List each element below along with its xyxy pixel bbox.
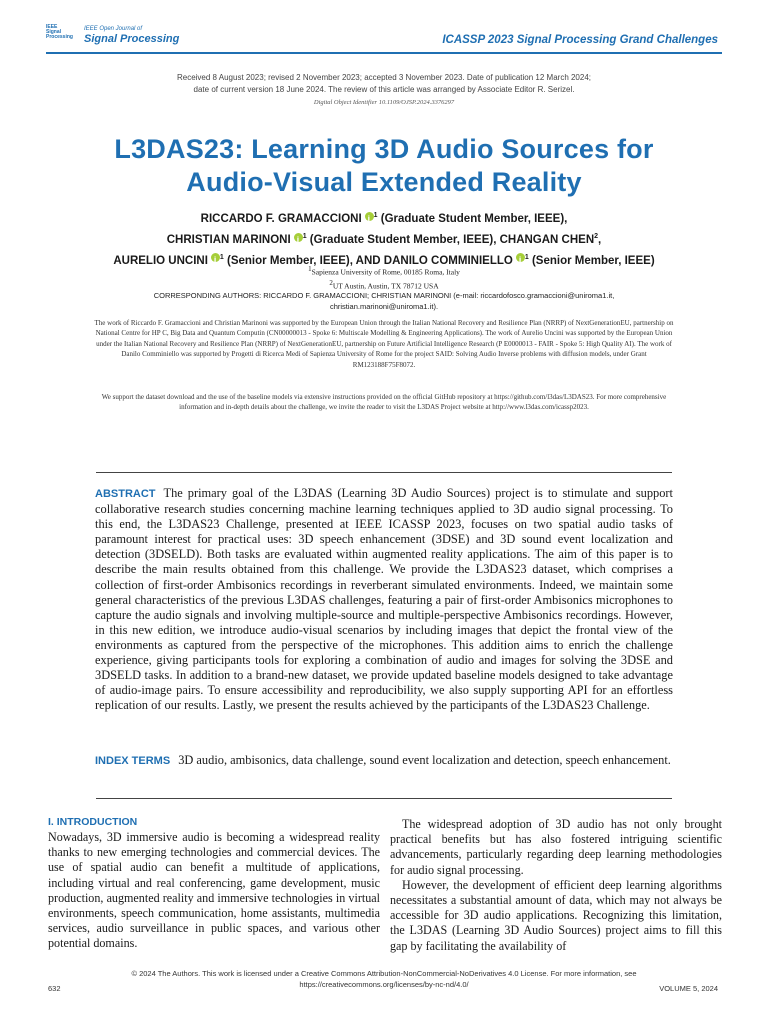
ieee-sp-logo (46, 25, 78, 45)
affiliation-sup: 2 (594, 232, 599, 240)
corresponding-line: christian.marinoni@uniroma1.it). (329, 302, 439, 311)
header-rule (46, 52, 722, 54)
paper-title (40, 133, 728, 199)
journal-name-big: Signal Processing (84, 33, 180, 45)
affiliation-sup: 2 (329, 278, 333, 287)
affiliation-line (100, 264, 668, 278)
affiliation-sup: 1 (373, 212, 378, 219)
author-name: AURELIO UNCINI (113, 254, 208, 267)
author-name: RICCARDO F. GRAMACCIONI (200, 212, 362, 225)
volume-info: VOLUME 5, 2024 (659, 984, 718, 993)
logo-line: IEEE (46, 24, 58, 30)
dataset-note: We support the dataset download and the use of the baseline models via extensive instructions provided on the official GitHub repository at https://github.com/l3das/L3DAS23. For more comprehensive information and in-depth details about the challenge, we invite the reader to visit the L3DAS Project website at http://www.l3das.com/icassp2023. (101, 393, 667, 412)
received-line: Received 8 August 2023; revised 2 November 2023; accepted 3 November 2023. Date of publication 12 March 2024; (176, 73, 592, 82)
abstract-bottom-rule (96, 798, 672, 799)
page-header (0, 0, 768, 60)
column-left (48, 815, 380, 952)
author-line (50, 207, 718, 228)
orcid-icon[interactable] (365, 212, 374, 221)
logo-line: Processing (46, 34, 73, 40)
license-line: © 2024 The Authors. This work is licensed under a Creative Commons Attribution-NonCommercial-NoDerivatives 4.0 License. For more information, see (131, 969, 637, 978)
license-note (90, 968, 678, 990)
abstract-top-rule (96, 472, 672, 473)
logo-line: Signal (46, 29, 62, 35)
affiliation-sup: 1 (302, 232, 307, 240)
journal-name (84, 25, 179, 45)
author-role: (Senior Member, IEEE) (531, 254, 655, 267)
affiliation-line (100, 278, 668, 292)
index-terms (95, 753, 673, 769)
affiliation-text: Sapienza University of Rome, 00185 Roma, Italy (311, 267, 460, 277)
index-terms-text: 3D audio, ambisonics, data challenge, sound event localization and detection, speech enhancement. (178, 753, 671, 767)
title-line: L3DAS23: Learning 3D Audio Sources for (114, 134, 654, 164)
affiliation-text: UT Austin, Austin, TX 78712 USA (332, 281, 439, 290)
affiliations (100, 264, 668, 291)
corresponding-line: CORRESPONDING AUTHORS: RICCARDO F. GRAMACCIONI; CHRISTIAN MARINONI (e-mail: riccardofosco.gramaccioni@uniroma1.it, (153, 291, 615, 300)
author-role: (Senior Member, IEEE), AND DANILO COMMINIELLO (227, 254, 513, 267)
affiliation-sup: 1 (219, 253, 224, 261)
page-number: 632 (48, 984, 61, 993)
received-dates (100, 72, 668, 96)
affiliation-sup: 1 (524, 253, 529, 261)
author-list (50, 207, 718, 269)
paragraph: Nowadays, 3D immersive audio is becoming a widespread reality thanks to new emerging technologies and commercial devices. The use of spatial audio can benefit a multitude of applications, including virtual and real conferencing, game development, music production, augmented reality and immersive technologies in virtual environments, speech communication, home assistants, multimedia services, audio surveillance in public spaces, and various other potential domains. (48, 830, 380, 951)
abstract-text: The primary goal of the L3DAS (Learning 3D Audio Sources) project is to stimulate and support collaborative research studies concerning machine learning techniques applied to 3D audio signal processing. To this end, the L3DAS23 Challenge, presented at IEEE ICASSP 2023, focuses on two spatial audio tasks of paramount interest for practical uses: 3D speech enhancement (3DSE) and 3D sound event localization and detection (3DSELD). Both tasks are evaluated within augmented reality applications. The aim of this paper is to describe the main results obtained from this challenge. We provide the L3DAS23 dataset, which comprises a collection of first-order Ambisonics recordings in reverberant simulated environments. Indeed, we maintain some general characteristics of the previous L3DAS challenges, featuring a pair of first-order Ambisonics microphones to capture the audio signals and involving multiple-source and multiple-perspective Ambisonics recordings. However, in this new edition, we introduce audio-visual scenarios by including images that depict the frontal view of the environments as captured from the perspective of the microphones. This addition aims to enrich the challenge experience, giving participants tools for exploring a combination of audio and images for solving the 3DSE and 3DSELD tasks. In addition to a brand-new dataset, we provide updated baseline models designed to take advantage of audio-image pairs. To ensure accessibility and reproducibility, we also supply supporting API for an effortless replication of our results. Lastly, we present the results achieved by the participants of the L3DAS23 Challenge. (95, 486, 673, 713)
journal-name-small: IEEE Open Journal of (84, 26, 143, 32)
author-sep: , (598, 233, 602, 246)
license-link[interactable]: https://creativecommons.org/licenses/by-nc-nd/4.0/ (299, 980, 469, 989)
corresponding-authors (100, 290, 668, 312)
funding-note: The work of Riccardo F. Gramaccioni and Christian Marinoni was supported by the European Union through the Italian National Recovery and Resilience Plan (NRRP) of NextGenerationEU, partnership on National Centre for HP C, Big Data and Quantum Computin (CN00000013 - Spoke 6: Multiscale Modelling & Engineering Applications). The work of Aurelio Uncini was supported by the European Union under the Italian National Recovery and Resilience Plan (NRRP) of NextGenerationEU, partnership on Future Artificial Intelligence Research (P E0000013 - FAIR - Spoke 5: High Quality AI). The work of Danilo Comminiello was supported by Progetti di Ricerca Medi of Sapienza University of Rome for the project SAID: Solving Audio Inverse problems with diffusion models, under Grant RM123188F75F8072. (94, 319, 674, 369)
received-line: date of current version 18 June 2024. The review of this article was arranged by Associate Editor R. Serizel. (193, 85, 575, 94)
affiliation-sup: 1 (308, 265, 312, 273)
author-role: (Graduate Student Member, IEEE), (380, 212, 568, 225)
running-header-title: ICASSP 2023 Signal Processing Grand Challenges (442, 34, 718, 46)
orcid-icon[interactable] (516, 253, 525, 262)
title-line: Audio-Visual Extended Reality (186, 167, 582, 197)
paragraph: However, the development of efficient deep learning algorithms necessitates a substantial amount of data, which may not always be accessible for 3D audio applications. Recognizing this limitation, the L3DAS (Learning 3D Audio Sources) project aims to fill this gap by facilitating the availability of (390, 877, 722, 953)
orcid-icon[interactable] (294, 233, 303, 242)
abstract-label: ABSTRACT (95, 488, 156, 500)
author-role: (Graduate Student Member, IEEE), CHANGAN CHEN (309, 233, 595, 246)
index-terms-label: INDEX TERMS (95, 755, 171, 767)
column-right (390, 817, 722, 954)
orcid-icon[interactable] (211, 253, 220, 262)
author-name: CHRISTIAN MARINONI (166, 233, 291, 246)
author-line (50, 228, 718, 249)
doi: Digital Object Identifier 10.1109/OJSP.2024.3376297 (313, 99, 455, 106)
abstract (95, 486, 673, 713)
section-title: I. INTRODUCTION (48, 816, 138, 828)
paragraph: The widespread adoption of 3D audio has not only brought practical benefits but has also fostered intriguing scientific advancements, particularly regarding deep learning methodologies for audio signal processing. (390, 817, 722, 877)
